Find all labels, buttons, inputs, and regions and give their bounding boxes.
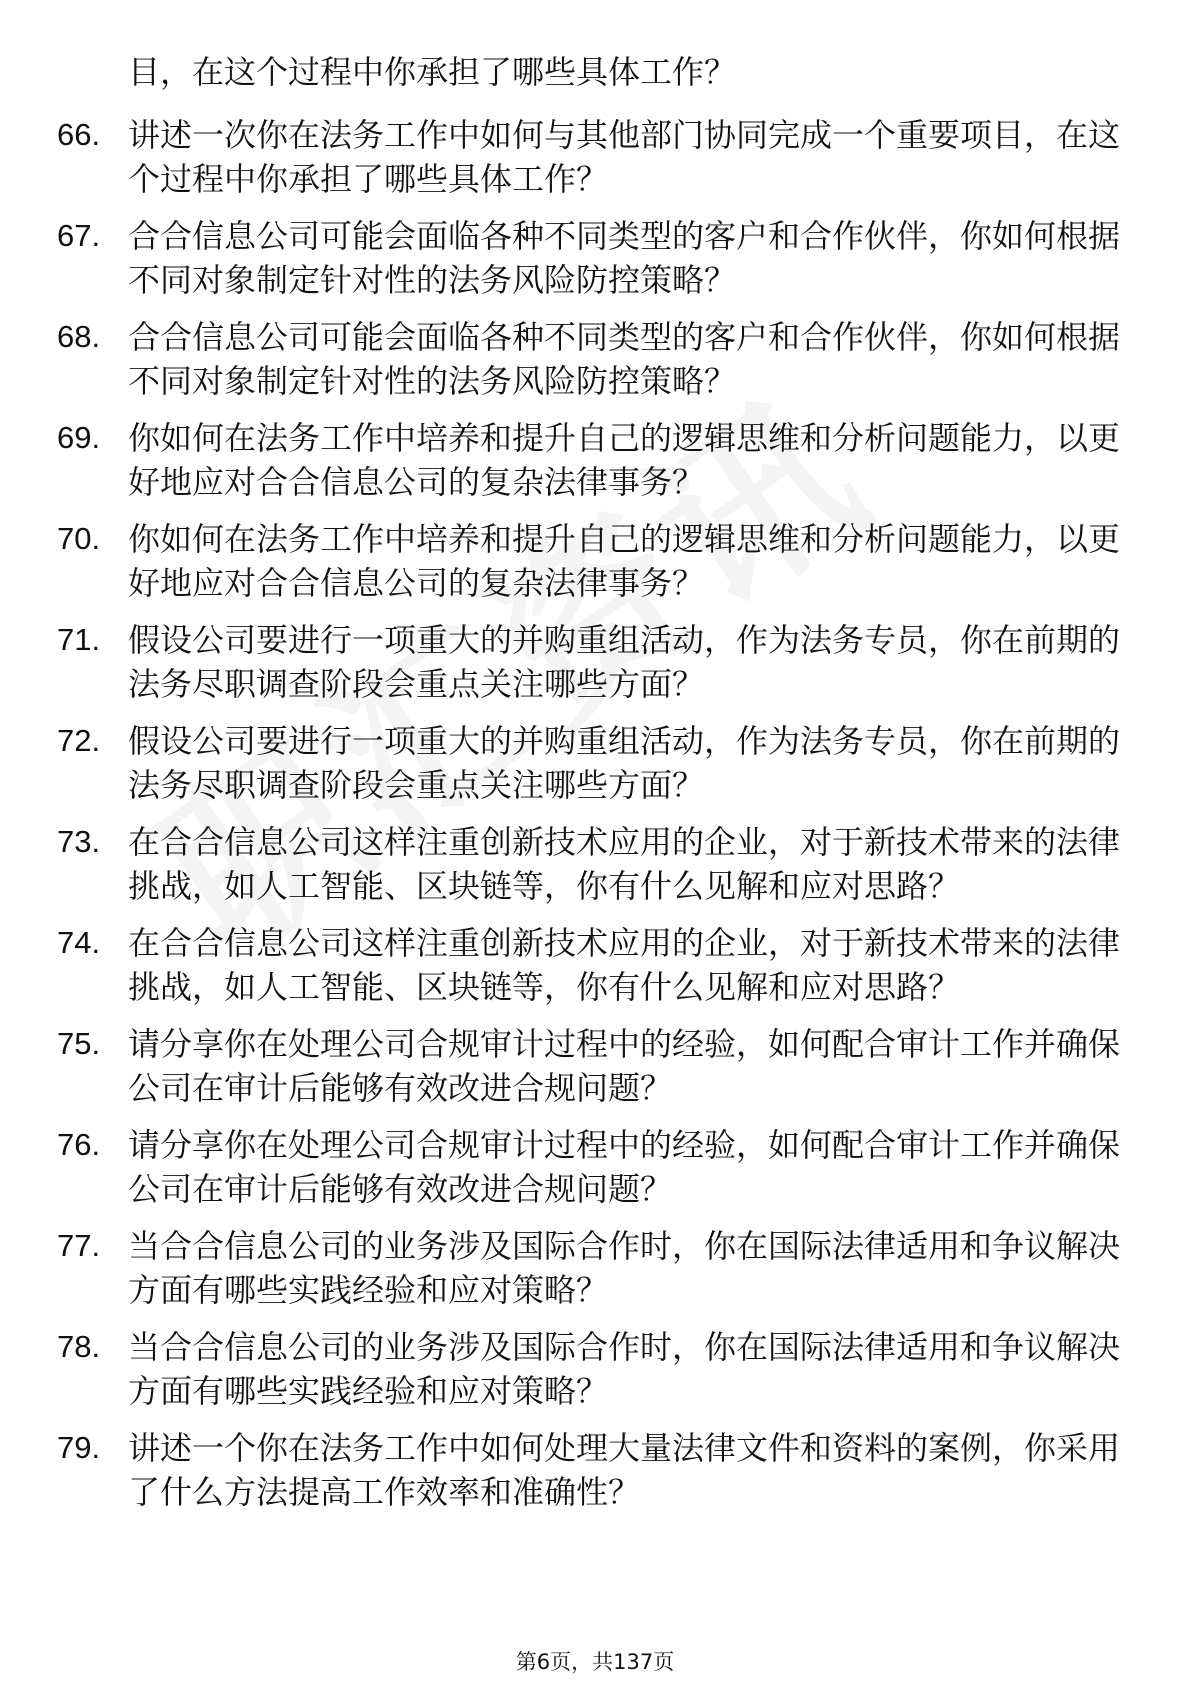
question-text: 当合合信息公司的业务涉及国际合作时，你在国际法律适用和争议解决方面有哪些实践经验和应对策略？ — [128, 1227, 1121, 1309]
list-item — [0, 1426, 1190, 1514]
list-item — [0, 1224, 1190, 1312]
question-text: 假设公司要进行一项重大的并购重组活动，作为法务专员，你在前期的法务尽职调查阶段会重点关注哪些方面？ — [128, 722, 1121, 804]
list-item — [0, 113, 1190, 201]
question-number: 75. — [57, 1026, 101, 1061]
question-text: 合合信息公司可能会面临各种不同类型的客户和合作伙伴，你如何根据不同对象制定针对性的法务风险防控策略？ — [128, 217, 1121, 299]
question-number: 72. — [57, 723, 101, 758]
continued-question-text: 目，在这个过程中你承担了哪些具体工作？ — [128, 53, 737, 91]
question-number: 68. — [57, 319, 101, 354]
question-number: 77. — [57, 1228, 101, 1263]
list-item — [0, 315, 1190, 403]
question-text: 你如何在法务工作中培养和提升自己的逻辑思维和分析问题能力，以更好地应对合合信息公司的复杂法律事务？ — [128, 520, 1121, 602]
list-item — [0, 1325, 1190, 1413]
question-number: 69. — [57, 420, 101, 455]
page-footer: 第6页，共137页 — [515, 1650, 675, 1674]
question-text: 在合合信息公司这样注重创新技术应用的企业，对于新技术带来的法律挑战，如人工智能、区块链等，你有什么见解和应对思路？ — [128, 924, 1121, 1006]
question-text: 假设公司要进行一项重大的并购重组活动，作为法务专员，你在前期的法务尽职调查阶段会重点关注哪些方面？ — [128, 621, 1121, 703]
question-number: 78. — [57, 1329, 101, 1364]
list-item — [0, 1123, 1190, 1211]
list-item — [0, 214, 1190, 302]
question-text: 当合合信息公司的业务涉及国际合作时，你在国际法律适用和争议解决方面有哪些实践经验和应对策略？ — [128, 1328, 1121, 1410]
question-list — [0, 113, 1190, 1527]
question-number: 76. — [57, 1127, 101, 1162]
list-item — [0, 416, 1190, 504]
question-number: 66. — [57, 117, 101, 152]
question-number: 79. — [57, 1430, 101, 1465]
question-number: 74. — [57, 925, 101, 960]
question-text: 在合合信息公司这样注重创新技术应用的企业，对于新技术带来的法律挑战，如人工智能、区块链等，你有什么见解和应对思路？ — [128, 823, 1121, 905]
question-text: 请分享你在处理公司合规审计过程中的经验，如何配合审计工作并确保公司在审计后能够有效改进合规问题？ — [128, 1025, 1121, 1107]
question-text: 讲述一次你在法务工作中如何与其他部门协同完成一个重要项目，在这个过程中你承担了哪些具体工作？ — [128, 116, 1121, 198]
question-number: 67. — [57, 218, 101, 253]
list-item — [0, 921, 1190, 1009]
list-item — [0, 1022, 1190, 1110]
question-number: 71. — [57, 622, 101, 657]
list-item — [0, 820, 1190, 908]
question-text: 讲述一个你在法务工作中如何处理大量法律文件和资料的案例，你采用了什么方法提高工作效率和准确性？ — [128, 1429, 1121, 1511]
list-item — [0, 517, 1190, 605]
question-text: 你如何在法务工作中培养和提升自己的逻辑思维和分析问题能力，以更好地应对合合信息公司的复杂法律事务？ — [128, 419, 1121, 501]
list-item — [0, 719, 1190, 807]
question-number: 73. — [57, 824, 101, 859]
list-item — [0, 618, 1190, 706]
question-number: 70. — [57, 521, 101, 556]
question-text: 请分享你在处理公司合规审计过程中的经验，如何配合审计工作并确保公司在审计后能够有效改进合规问题？ — [128, 1126, 1121, 1208]
question-text: 合合信息公司可能会面临各种不同类型的客户和合作伙伴，你如何根据不同对象制定针对性的法务风险防控策略？ — [128, 318, 1121, 400]
